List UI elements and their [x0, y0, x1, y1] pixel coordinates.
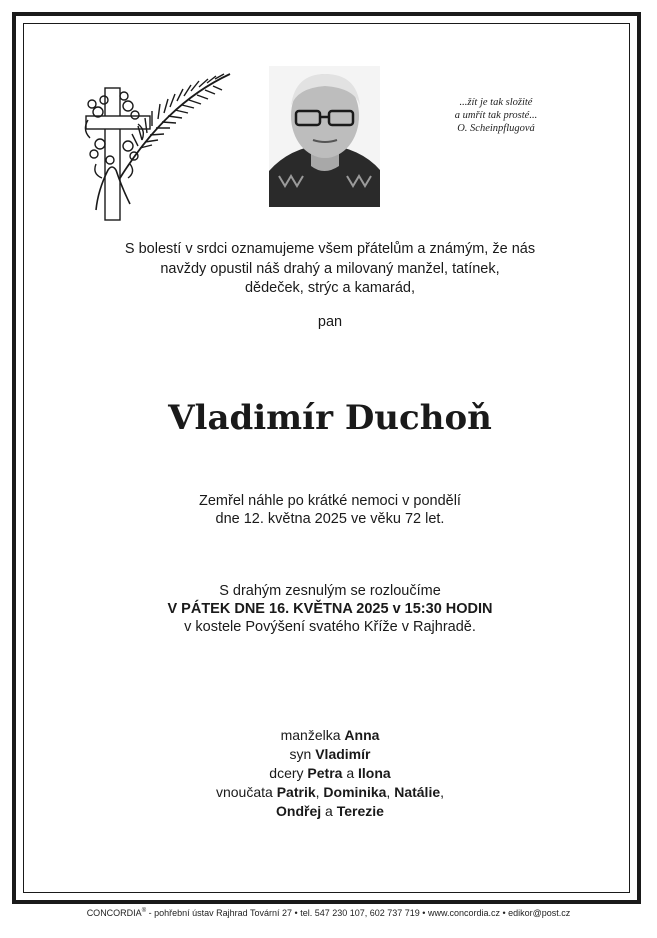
separator: ,	[386, 784, 391, 800]
mourner-grandchildren-cont	[60, 802, 600, 821]
grandchild-3-name: Natálie	[394, 784, 441, 800]
grandchildren-label: vnoučata	[215, 784, 273, 800]
daughter-2-name: Ilona	[358, 765, 391, 781]
announcement-line-1: S bolestí v srdci oznamujeme všem přátelům a známým, že nás	[124, 241, 536, 257]
son-name: Vladimír	[315, 746, 371, 762]
grandchild-2-name: Dominika	[323, 784, 387, 800]
announcement-line-2: navždy opustil náš drahý a milovaný manžel, tatínek,	[160, 260, 500, 277]
footer-brand: CONCORDIA	[86, 908, 142, 918]
footer-contact: - pohřební ústav Rajhrad Tovární 27 • tel. 547 230 107, 602 737 719 • www.concordia.cz • edikor@post.cz	[146, 908, 571, 918]
death-line-1: Zemřel náhle po krátké nemoci v pondělí	[199, 493, 461, 509]
daughters-label: dcery	[269, 765, 304, 781]
separator: ,	[440, 784, 445, 800]
son-label: syn	[289, 746, 312, 762]
death-details	[60, 493, 600, 528]
mourner-wife	[60, 726, 600, 745]
wife-name: Anna	[344, 727, 380, 743]
separator: ,	[315, 784, 320, 800]
grandchild-1-name: Patrik	[276, 784, 316, 800]
title-pan: pan	[317, 314, 343, 330]
funeral-place: v kostele Povýšení svatého Kříže v Rajhradě.	[184, 619, 476, 635]
mourners-list	[60, 726, 600, 821]
grandchild-4-name: Ondřej	[276, 803, 322, 819]
wife-label: manželka	[280, 727, 341, 743]
grandchild-5-name: Terezie	[336, 803, 384, 819]
conjunction: a	[325, 803, 333, 819]
quote-author: O. Scheinpflugová	[457, 123, 535, 134]
registered-mark: ®	[141, 908, 147, 914]
deceased-name: Vladimír Duchoň	[168, 398, 492, 438]
funeral-service-footer	[0, 908, 657, 918]
mourner-daughters	[60, 764, 600, 783]
funeral-date-time: V PÁTEK DNE 16. KVĚTNA 2025 v 15:30 HODIN	[167, 601, 493, 617]
announcement-text	[60, 240, 600, 299]
quote-line-1: ...žít je tak složité	[459, 97, 533, 108]
funeral-details	[60, 582, 600, 636]
mourner-son	[60, 745, 600, 764]
quote-line-2: a umřít tak prosté...	[454, 110, 538, 121]
funeral-line-1: S drahým zesnulým se rozloučíme	[219, 583, 441, 599]
cross-with-palm-icon	[80, 60, 235, 225]
mourner-grandchildren	[60, 783, 600, 802]
announcement-line-3: dědeček, strýc a kamarád,	[244, 280, 416, 296]
death-line-2: dne 12. května 2025 ve věku 72 let.	[215, 510, 445, 527]
daughter-1-name: Petra	[307, 765, 343, 781]
quote	[420, 96, 572, 135]
portrait-photo	[269, 66, 380, 207]
conjunction: a	[346, 765, 355, 781]
